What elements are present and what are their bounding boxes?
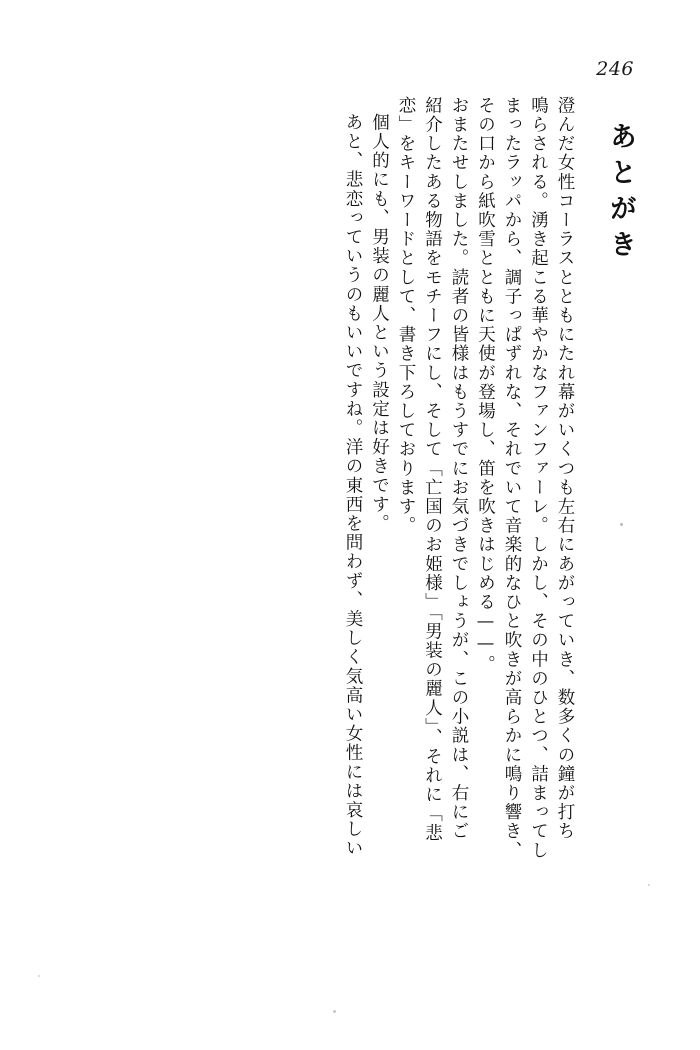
body-line-7: 恋」をキーワードとして、書き下ろしております。 bbox=[396, 96, 416, 536]
afterword-heading: あとがき bbox=[605, 122, 636, 266]
body-line-5: おまたせしました。読者の皆様はもうすでにお気づきでしょうが、この小説は、右にご bbox=[449, 96, 469, 841]
scan-speckle bbox=[620, 523, 623, 526]
body-line-1: 澄んだ女性コーラスとともにたれ幕がいくつも左右にあがっていき、数多くの鐘が打ち bbox=[555, 96, 575, 841]
body-line-4: その口から紙吹雪とともに天使が登場し、笛を吹きはじめる——。 bbox=[475, 96, 496, 674]
scan-speckle bbox=[648, 884, 650, 886]
page-number: 246 bbox=[596, 58, 634, 80]
body-line-2: 鳴らされる。湧き起こる華やかなファンファーレ。しかし、その中のひとつ、詰まってし bbox=[528, 96, 549, 860]
scan-speckle bbox=[38, 975, 40, 977]
body-line-8: 個人的にも、男装の麗人という設定は好きです。 bbox=[369, 113, 390, 534]
body-line-3: まったラッパから、調子っぱずれな、それでいて音楽的なひと吹きが高らかに鳴り響き、 bbox=[502, 96, 522, 860]
vertical-text-block bbox=[66, 96, 634, 976]
scan-speckle bbox=[333, 1010, 336, 1013]
body-line-9: あと、悲恋っていうのもいいですね。洋の東西を問わず、美しく気高い女性には哀しい bbox=[343, 113, 363, 858]
body-line-6: 紹介したある物語をモチーフにし、そして「亡国のお姫様」「男装の麗人」、それに「悲 bbox=[422, 96, 443, 843]
